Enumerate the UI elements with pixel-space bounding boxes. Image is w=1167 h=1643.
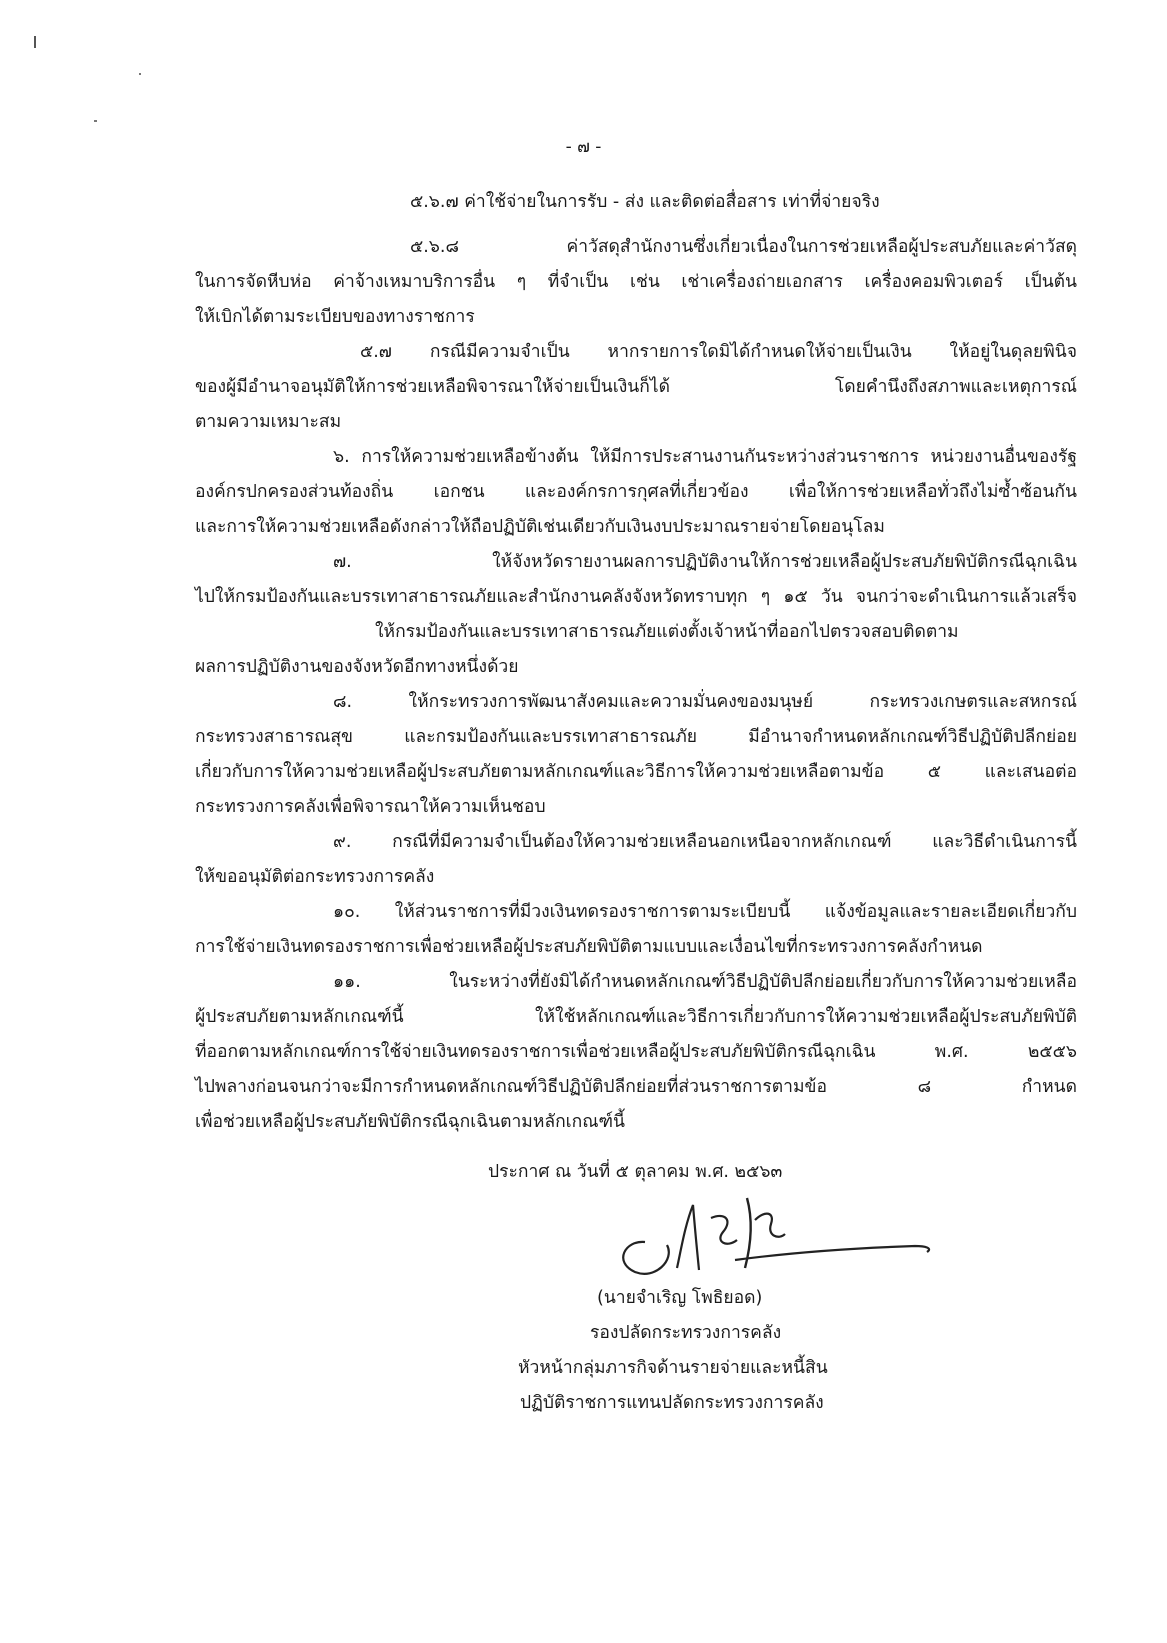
clause-5-7-line-1: ๕.๗ กรณีมีความจำเป็น หากรายการใดมิได้กำหนดให้จ่ายเป็นเงิน ให้อยู่ในดุลยพินิจ xyxy=(360,342,1077,362)
clause-8-line-1: ๘. ให้กระทรวงการพัฒนาสังคมและความมั่นคงของมนุษย์ กระทรวงเกษตรและสหกรณ์ xyxy=(333,692,1077,712)
announcement-date: ประกาศ ณ วันที่ ๕ ตุลาคม พ.ศ. ๒๕๖๓ xyxy=(488,1162,783,1182)
clause-10-line-2: การใช้จ่ายเงินทดรองราชการเพื่อช่วยเหลือผู้ประสบภัยพิบัติตามแบบและเงื่อนไขที่กระทรวงการคลังกำหนด xyxy=(195,937,983,957)
signer-position-1: รองปลัดกระทรวงการคลัง xyxy=(590,1323,782,1343)
clause-8-line-2: กระทรวงสาธารณสุข และกรมป้องกันและบรรเทาสาธารณภัย มีอำนาจกำหนดหลักเกณฑ์วิธีปฏิบัติปลีกย่อย xyxy=(195,727,1077,747)
clause-5-6-8-line-2: ในการจัดหีบห่อ ค่าจ้างเหมาบริการอื่น ๆ ที่จำเป็น เช่น เช่าเครื่องถ่ายเอกสาร เครื่องคอมพิวเตอร์ เป็นต้น xyxy=(195,272,1077,292)
clause-8-line-4: กระทรวงการคลังเพื่อพิจารณาให้ความเห็นชอบ xyxy=(195,797,546,817)
clause-5-6-7: ๕.๖.๗ ค่าใช้จ่ายในการรับ - ส่ง และติดต่อสื่อสาร เท่าที่จ่ายจริง xyxy=(410,192,880,212)
clause-7-line-3: ให้กรมป้องกันและบรรเทาสาธารณภัยแต่งตั้งเจ้าหน้าที่ออกไปตรวจสอบติดตาม xyxy=(375,622,959,642)
clause-11-line-2: ผู้ประสบภัยตามหลักเกณฑ์นี้ ให้ใช้หลักเกณฑ์และวิธีการเกี่ยวกับการให้ความช่วยเหลือผู้ประสบภัยพิบัติ xyxy=(195,1007,1077,1027)
signer-name: (นายจำเริญ โพธิยอด) xyxy=(597,1288,763,1308)
clause-6-line-3: และการให้ความช่วยเหลือดังกล่าวให้ถือปฏิบัติเช่นเดียวกับเงินงบประมาณรายจ่ายโดยอนุโลม xyxy=(195,517,885,537)
clause-6-line-2: องค์กรปกครองส่วนท้องถิ่น เอกชน และองค์กรการกุศลที่เกี่ยวข้อง เพื่อให้การช่วยเหลือทั่วถึงไม่ซ้ำซ้อนกัน xyxy=(195,482,1077,502)
handwritten-signature xyxy=(615,1190,955,1285)
clause-5-7-line-2: ของผู้มีอำนาจอนุมัติให้การช่วยเหลือพิจารณาให้จ่ายเป็นเงินก็ได้ โดยคำนึงถึงสภาพและเหตุการณ์ xyxy=(195,377,1077,397)
clause-7-line-4: ผลการปฏิบัติงานของจังหวัดอีกทางหนึ่งด้วย xyxy=(195,657,519,677)
clause-5-6-8-line-3: ให้เบิกได้ตามระเบียบของทางราชการ xyxy=(195,307,475,327)
clause-9-line-2: ให้ขออนุมัติต่อกระทรวงการคลัง xyxy=(195,867,435,887)
clause-11-line-1: ๑๑. ในระหว่างที่ยังมิได้กำหนดหลักเกณฑ์วิธีปฏิบัติปลีกย่อยเกี่ยวกับการให้ความช่วยเหลือ xyxy=(333,972,1077,992)
clause-11-line-3: ที่ออกตามหลักเกณฑ์การใช้จ่ายเงินทดรองราชการเพื่อช่วยเหลือผู้ประสบภัยพิบัติกรณีฉุกเฉิน พ.ศ. ๒๕๕๖ xyxy=(195,1042,1077,1062)
clause-10-line-1: ๑๐. ให้ส่วนราชการที่มีวงเงินทดรองราชการตามระเบียบนี้ แจ้งข้อมูลและรายละเอียดเกี่ยวกับ xyxy=(333,902,1077,922)
clause-7-line-2: ไปให้กรมป้องกันและบรรเทาสาธารณภัยและสำนักงานคลังจังหวัดทราบทุก ๆ ๑๕ วัน จนกว่าจะดำเนินการแล้วเสร็จ xyxy=(195,587,1077,607)
clause-9-line-1: ๙. กรณีที่มีความจำเป็นต้องให้ความช่วยเหลือนอกเหนือจากหลักเกณฑ์ และวิธีดำเนินการนี้ xyxy=(333,832,1077,852)
clause-11-line-4: ไปพลางก่อนจนกว่าจะมีการกำหนดหลักเกณฑ์วิธีปฏิบัติปลีกย่อยที่ส่วนราชการตามข้อ ๘ กำหนด xyxy=(195,1077,1077,1097)
clause-6-line-1: ๖. การให้ความช่วยเหลือข้างต้น ให้มีการประสานงานกันระหว่างส่วนราชการ หน่วยงานอื่นของรัฐ xyxy=(333,447,1077,467)
clause-7-line-1: ๗. ให้จังหวัดรายงานผลการปฏิบัติงานให้การช่วยเหลือผู้ประสบภัยพิบัติกรณีฉุกเฉิน xyxy=(333,552,1077,572)
clause-11-line-5: เพื่อช่วยเหลือผู้ประสบภัยพิบัติกรณีฉุกเฉินตามหลักเกณฑ์นี้ xyxy=(195,1112,625,1132)
page-number: - ๗ - xyxy=(565,137,602,157)
signer-position-2: หัวหน้ากลุ่มภารกิจด้านรายจ่ายและหนี้สิน xyxy=(518,1358,828,1378)
clause-5-6-8-line-1: ๕.๖.๘ ค่าวัสดุสำนักงานซึ่งเกี่ยวเนื่องในการช่วยเหลือผู้ประสบภัยและค่าวัสดุ xyxy=(410,237,1077,257)
signer-position-3: ปฏิบัติราชการแทนปลัดกระทรวงการคลัง xyxy=(520,1393,824,1413)
clause-5-7-line-3: ตามความเหมาะสม xyxy=(195,412,342,432)
clause-8-line-3: เกี่ยวกับการให้ความช่วยเหลือผู้ประสบภัยตามหลักเกณฑ์และวิธีการให้ความช่วยเหลือตามข้อ ๕ และเสนอต่อ xyxy=(195,762,1077,782)
